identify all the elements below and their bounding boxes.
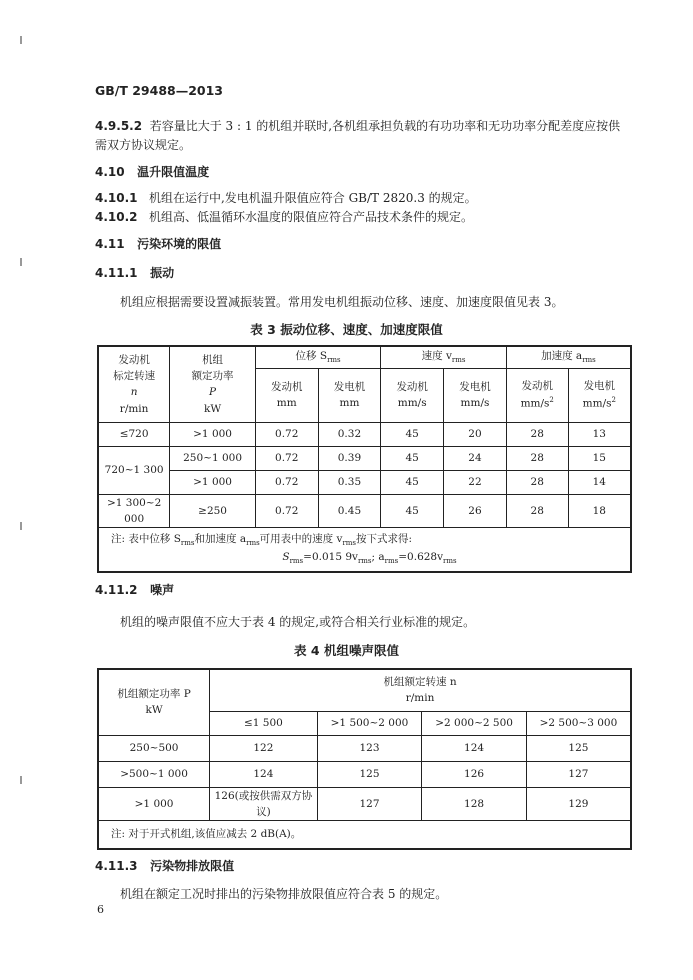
header-rated-power: 机组 额定功率 P kW <box>170 346 256 422</box>
clause-4-9-5-2-cont: 需双方协议规定。 <box>95 138 192 152</box>
clause-4-10-1: 4.10.1 机组在运行中,发电机温升限值应符合 GB/T 2820.3 的规定。 <box>95 191 477 205</box>
header-displacement: 位移 $S_{rms}$ <box>255 346 380 368</box>
heading-4-11-3: 4.11.3 污染物排放限值 <box>95 859 235 873</box>
table4-noise-limits <box>97 668 632 850</box>
header-power: 机组额定功率 P kW <box>98 669 210 735</box>
heading-4-10: 4.10 温升限值温度 <box>95 165 210 179</box>
table4-caption: 表 4 机组噪声限值 <box>294 643 399 658</box>
noise-paragraph: 机组的噪声限值不应大于表 4 的规定,或符合相关行业标准的规定。 <box>120 615 476 629</box>
sub-header: 发动机 mm/s <box>381 368 444 422</box>
clause-4-9-5-2: 4.9.5.2 若容量比大于 3 : 1 的机组并联时,各机组承担负载的有功功率和无功功率分配差度应按供 <box>95 119 621 133</box>
margin-mark <box>20 36 22 44</box>
col-header: ≤1 500 <box>210 711 318 735</box>
table3-formula: $S_{rms}=0.015$ $9v_{rms}$; $a_{rms}=0.628v_{rms}$ <box>282 551 457 566</box>
page-number: 6 <box>97 903 104 916</box>
header-acceleration: 加速度 $a_{rms}$ <box>506 346 631 368</box>
sub-header: 发电机 $mm/s^2$ <box>568 368 631 422</box>
col-header: >1 500~2 000 <box>317 711 422 735</box>
heading-4-11: 4.11 污染环境的限值 <box>95 237 222 251</box>
standard-id: GB/T 29488—2013 <box>95 83 224 98</box>
table-row: 720~1 300 250~1 000 0.72 0.39 45 24 28 15 <box>98 446 631 470</box>
sub-header: 发电机 mm/s <box>444 368 507 422</box>
sub-header: 发电机 mm <box>318 368 381 422</box>
margin-mark <box>20 522 22 530</box>
table3-caption: 表 3 振动位移、速度、加速度限值 <box>250 322 443 337</box>
table-row: >1 300~2 000 ≥250 0.72 0.45 45 26 28 18 <box>98 494 631 528</box>
margin-mark <box>20 258 22 266</box>
margin-mark <box>20 776 22 784</box>
table-row: 250~500 122 123 124 125 <box>98 735 631 761</box>
table3-vibration-limits <box>97 345 632 573</box>
heading-4-11-1: 4.11.1 振动 <box>95 266 175 280</box>
table-row: ≤720 >1 000 0.72 0.32 45 20 28 13 <box>98 422 631 446</box>
table4-note: 注: 对于开式机组,该值应减去 2 dB(A)。 <box>98 821 631 849</box>
col-header: >2 000~2 500 <box>422 711 527 735</box>
header-speed: 机组额定转速 n r/min <box>210 669 631 711</box>
header-velocity: 速度 $v_{rms}$ <box>381 346 507 368</box>
emission-paragraph: 机组在额定工况时排出的污染物排放限值应符合表 5 的规定。 <box>120 887 448 901</box>
header-engine-speed: 发动机 标定转速 n r/min <box>98 346 170 422</box>
table-row: >1 000 0.72 0.35 45 22 28 14 <box>98 470 631 494</box>
clause-4-10-2: 4.10.2 机组高、低温循环水温度的限值应符合产品技术条件的规定。 <box>95 210 473 224</box>
table3-note: 注: 表中位移 $S_{rms}$和加速度 $a_{rms}$可用表中的速度 $v_{rms}$按下式求得: $S_{rms}=0.015$ $9v_{rms}$; $a_{rms}=0.628v_{rms}$ <box>98 528 631 572</box>
heading-4-11-2: 4.11.2 噪声 <box>95 583 175 597</box>
sub-header: 发动机 $mm/s^2$ <box>506 368 568 422</box>
vibration-paragraph: 机组应根据需要设置减振装置。常用发电机组振动位移、速度、加速度限值见表 3。 <box>120 295 564 309</box>
sub-header: 发动机 mm <box>255 368 318 422</box>
col-header: >2 500~3 000 <box>526 711 631 735</box>
table-row: >1 000 126(或按供需双方协议) 127 128 129 <box>98 787 631 821</box>
table-row: >500~1 000 124 125 126 127 <box>98 761 631 787</box>
